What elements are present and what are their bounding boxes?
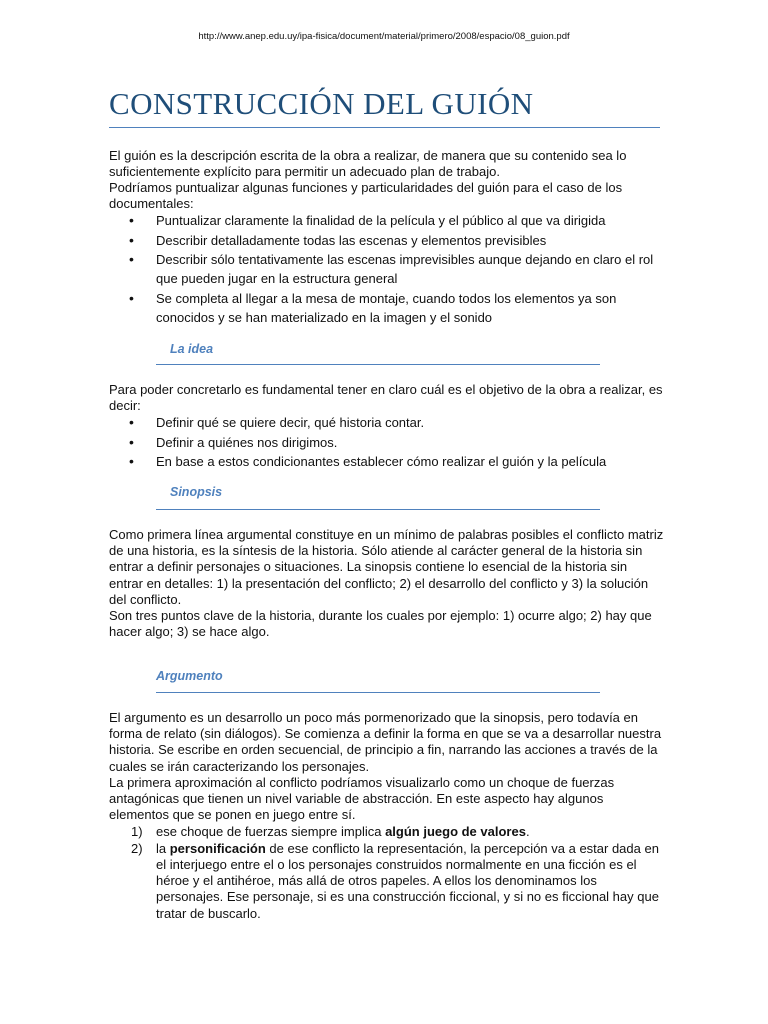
bullet-icon: • xyxy=(129,433,134,450)
bullet-icon: • xyxy=(129,289,134,306)
section-heading-argumento: Argumento xyxy=(156,669,223,683)
list-item-text: Describir detalladamente todas las escenas y elementos previsibles xyxy=(156,232,547,248)
intro-bullet-list xyxy=(109,211,664,327)
list-item xyxy=(109,841,664,922)
list-item-text: Describir sólo tentativamente las escenas imprevisibles aunque dejando en claro el rol que pueden jugar en la estructura general xyxy=(156,252,654,286)
page-title: CONSTRUCCIÓN DEL GUIÓN xyxy=(109,86,534,121)
idea-paragraph: Para poder concretarlo es fundamental tener en claro cuál es el objetivo de la obra a realizar, es decir: xyxy=(109,382,663,414)
bullet-icon: • xyxy=(129,251,134,267)
list-number: 1) xyxy=(131,824,143,839)
argumento-paragraph-1: El argumento es un desarrollo un poco más pormenorizado que la sinopsis, pero todavía en forma de relato (sin diálogos). Se comienza a definir la forma en que se va a desarrollar nuestra historia. Se escribe en orden secuencial, de principio a fin, narrando las acciones a través de la cuales se irán caracterizando los personajes. xyxy=(109,710,662,774)
list-item xyxy=(109,211,664,230)
list-item xyxy=(109,289,664,327)
list-item-text: de ese conflicto la representación, la percepción va a estar dada en el interjuego entre el o los personajes construidos normalmente en una ficción es el héroe y el antihéroe, más allá de otros papeles. A ellos los denominamos los personajes. Ese personaje, si es una construcción ficcional, y si no es ficcional hay que tratar de buscarlo. xyxy=(156,840,659,921)
list-item xyxy=(109,824,664,840)
list-item-text: Puntualizar claramente la finalidad de la película y el público al que va dirigida xyxy=(156,213,606,228)
sinopsis-paragraph-1: Como primera línea argumental constituye en un mínimo de palabras posibles el conflicto matriz de una historia, es la síntesis de la historia. Sólo atiende al carácter general de la historia sin entrar a definir personajes o situaciones. La sinopsis contiene lo esencial de la historia sin entrar en detalles: 1) la presentación del conflicto; 2) el desarrollo del conflicto y 3) la solución del conflicto. xyxy=(109,527,664,607)
intro-paragraph-2: Podríamos puntualizar algunas funciones y particularidades del guión para el caso de los documentales: xyxy=(109,180,623,212)
list-item-text: Definir a quiénes nos dirigimos. xyxy=(156,434,338,450)
list-item-bold-text: personificación xyxy=(169,840,266,856)
section-divider xyxy=(156,509,600,510)
section-heading-idea: La idea xyxy=(170,342,214,356)
list-item xyxy=(109,250,664,288)
source-url: http://www.anep.edu.uy/ipa-fisica/document/material/primero/2008/espacio/08_guion.pdf xyxy=(198,31,570,42)
argumento-paragraph-2: La primera aproximación al conflicto podríamos visualizarlo como un choque de fuerzas antagónicas que tienen un nivel variable de abstracción. En este aspecto hay algunos elementos que se ponen en juego entre sí. xyxy=(109,775,615,823)
list-item xyxy=(109,433,664,452)
bullet-icon: • xyxy=(129,231,134,248)
list-number: 2) xyxy=(131,840,143,856)
intro-paragraph-1: El guión es la descripción escrita de la obra a realizar, de manera que su contenido sea lo suficientemente explícito para permitir un adecuado plan de trabajo. xyxy=(109,148,627,180)
list-item xyxy=(109,452,664,471)
argumento-numbered-list xyxy=(109,824,664,922)
sinopsis-paragraph-2: Son tres puntos clave de la historia, durante los cuales por ejemplo: 1) ocurre algo; 2) hay que hacer algo; 3) se hace algo. xyxy=(109,608,652,640)
list-item-text: Definir qué se quiere decir, qué historia contar. xyxy=(156,415,425,430)
list-item-text: la xyxy=(156,840,170,856)
list-item-text: . xyxy=(525,824,530,839)
bullet-icon: • xyxy=(129,414,134,430)
title-divider xyxy=(109,127,660,128)
section-divider xyxy=(156,364,600,365)
bullet-icon: • xyxy=(129,212,134,228)
list-item-bold-text: algún juego de valores xyxy=(385,824,526,839)
list-item-text: Se completa al llegar a la mesa de montaje, cuando todos los elementos ya son conocidos y se han materializado en la imagen y el sonido xyxy=(156,290,617,325)
section-heading-sinopsis: Sinopsis xyxy=(170,485,223,499)
list-item xyxy=(109,413,664,432)
bullet-icon: • xyxy=(129,453,134,469)
idea-bullet-list xyxy=(109,413,664,472)
section-divider xyxy=(156,692,600,693)
list-item-text: ese choque de fuerzas siempre implica xyxy=(156,824,386,839)
list-item xyxy=(109,231,664,250)
list-item-text: En base a estos condicionantes establecer cómo realizar el guión y la película xyxy=(156,454,607,469)
